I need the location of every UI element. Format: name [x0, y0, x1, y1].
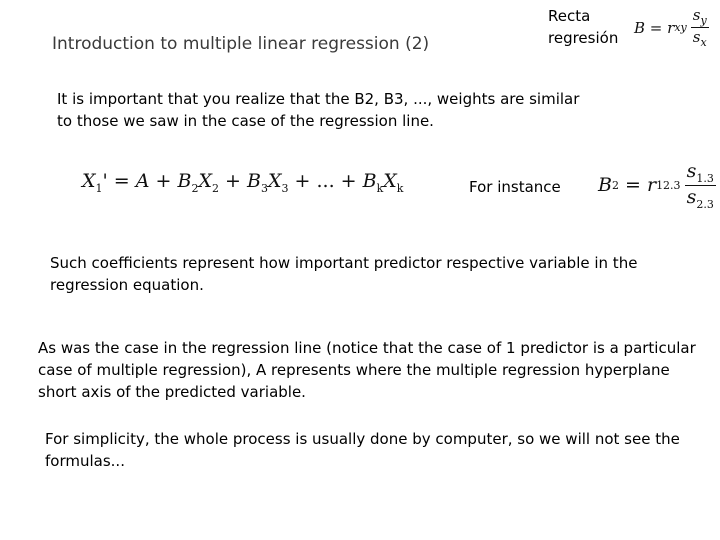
regression-line-label-line2: regresión — [548, 29, 619, 47]
paragraph-intercept-meaning: As was the case in the regression line (notice that the case of 1 predictor is a particular case of multiple regression), A represents where the multiple regression hyperplane short axis of the predicted variable. — [38, 339, 696, 401]
slide-title: Introduction to multiple linear regression (2) — [52, 34, 430, 54]
regression-line-label-line1: Recta — [548, 7, 591, 25]
for-instance-label: For instance — [469, 178, 561, 196]
regression-slope-formula: B = r xy $\frac{s_y}{s_x}$ — [634, 6, 707, 49]
partial-coefficient-formula: B 2 = r 12.3 $\frac{s_{1.3}}{s_{2.3}}$ — [598, 160, 714, 211]
paragraph-weights-similar: It is important that you realize that the B2, B3, ..., weights are similar to those we saw in the case of the regression line. — [57, 90, 580, 130]
regression-line-label — [548, 5, 618, 49]
multiple-regression-equation: $X_1' = A + B_2X_2 + B_3X_3$ + ... + $B_kX_k$ — [82, 170, 404, 195]
paragraph-coefficients-importance: Such coefficients represent how important predictor respective variable in the regression equation. — [50, 254, 638, 294]
paragraph-computer-process: For simplicity, the whole process is usually done by computer, so we will not see the formulas... — [45, 430, 680, 470]
